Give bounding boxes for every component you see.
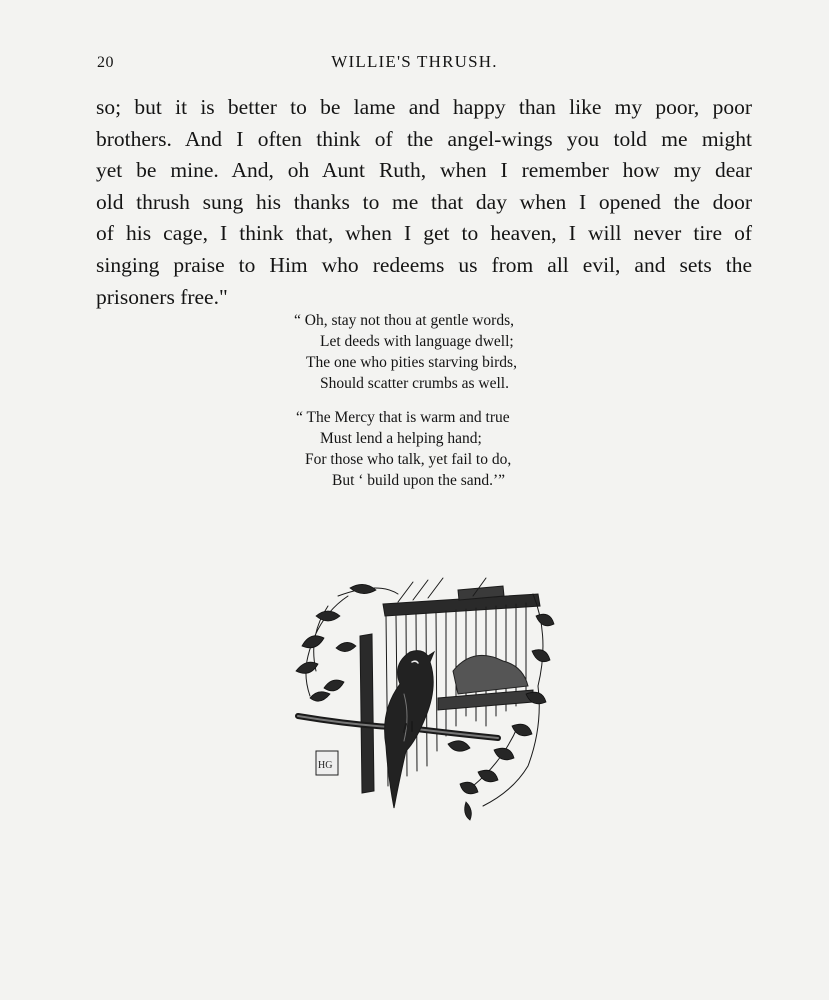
paragraph-line: singing praise to Him who redeems us from all evil, and sets the: [96, 252, 752, 277]
paragraph-line: so; but it is better to be lame and happy than like my poor, poor: [96, 95, 752, 119]
page-number: 20: [97, 54, 114, 71]
body-paragraph: [96, 92, 752, 313]
verse-line: Must lend a helping hand;: [320, 430, 482, 447]
poem-stanza-2: [0, 407, 829, 491]
verse-line: But ‘ build upon the sand.’”: [332, 472, 506, 489]
verse-line: Should scatter crumbs as well.: [320, 375, 509, 392]
verse-line: For those who talk, yet fail to do,: [305, 451, 512, 468]
paragraph-line: old thrush sung his thanks to me that day when I opened the door: [96, 189, 752, 214]
engraving-svg: [288, 576, 558, 821]
paragraph-line: brothers. And I often think of the angel-wings you told me might: [96, 126, 752, 151]
paragraph-line: of his cage, I think that, when I get to heaven, I will never tire of: [96, 221, 752, 246]
verse-line: The one who pities starving birds,: [306, 354, 517, 371]
running-head: WILLIE'S THRUSH.: [331, 52, 498, 71]
verse-line: “ Oh, stay not thou at gentle words,: [294, 312, 514, 329]
paragraph-line: prisoners free.": [96, 284, 228, 309]
verse-line: Let deeds with language dwell;: [320, 333, 514, 350]
paragraph-line: yet be mine. And, oh Aunt Ruth, when I remember how my dear: [96, 158, 752, 183]
verse-line: “ The Mercy that is warm and true: [296, 409, 510, 426]
poem-stanza-1: [0, 310, 829, 394]
illustration-monogram: HG: [318, 760, 333, 771]
thrush-cage-illustration: [288, 576, 558, 821]
